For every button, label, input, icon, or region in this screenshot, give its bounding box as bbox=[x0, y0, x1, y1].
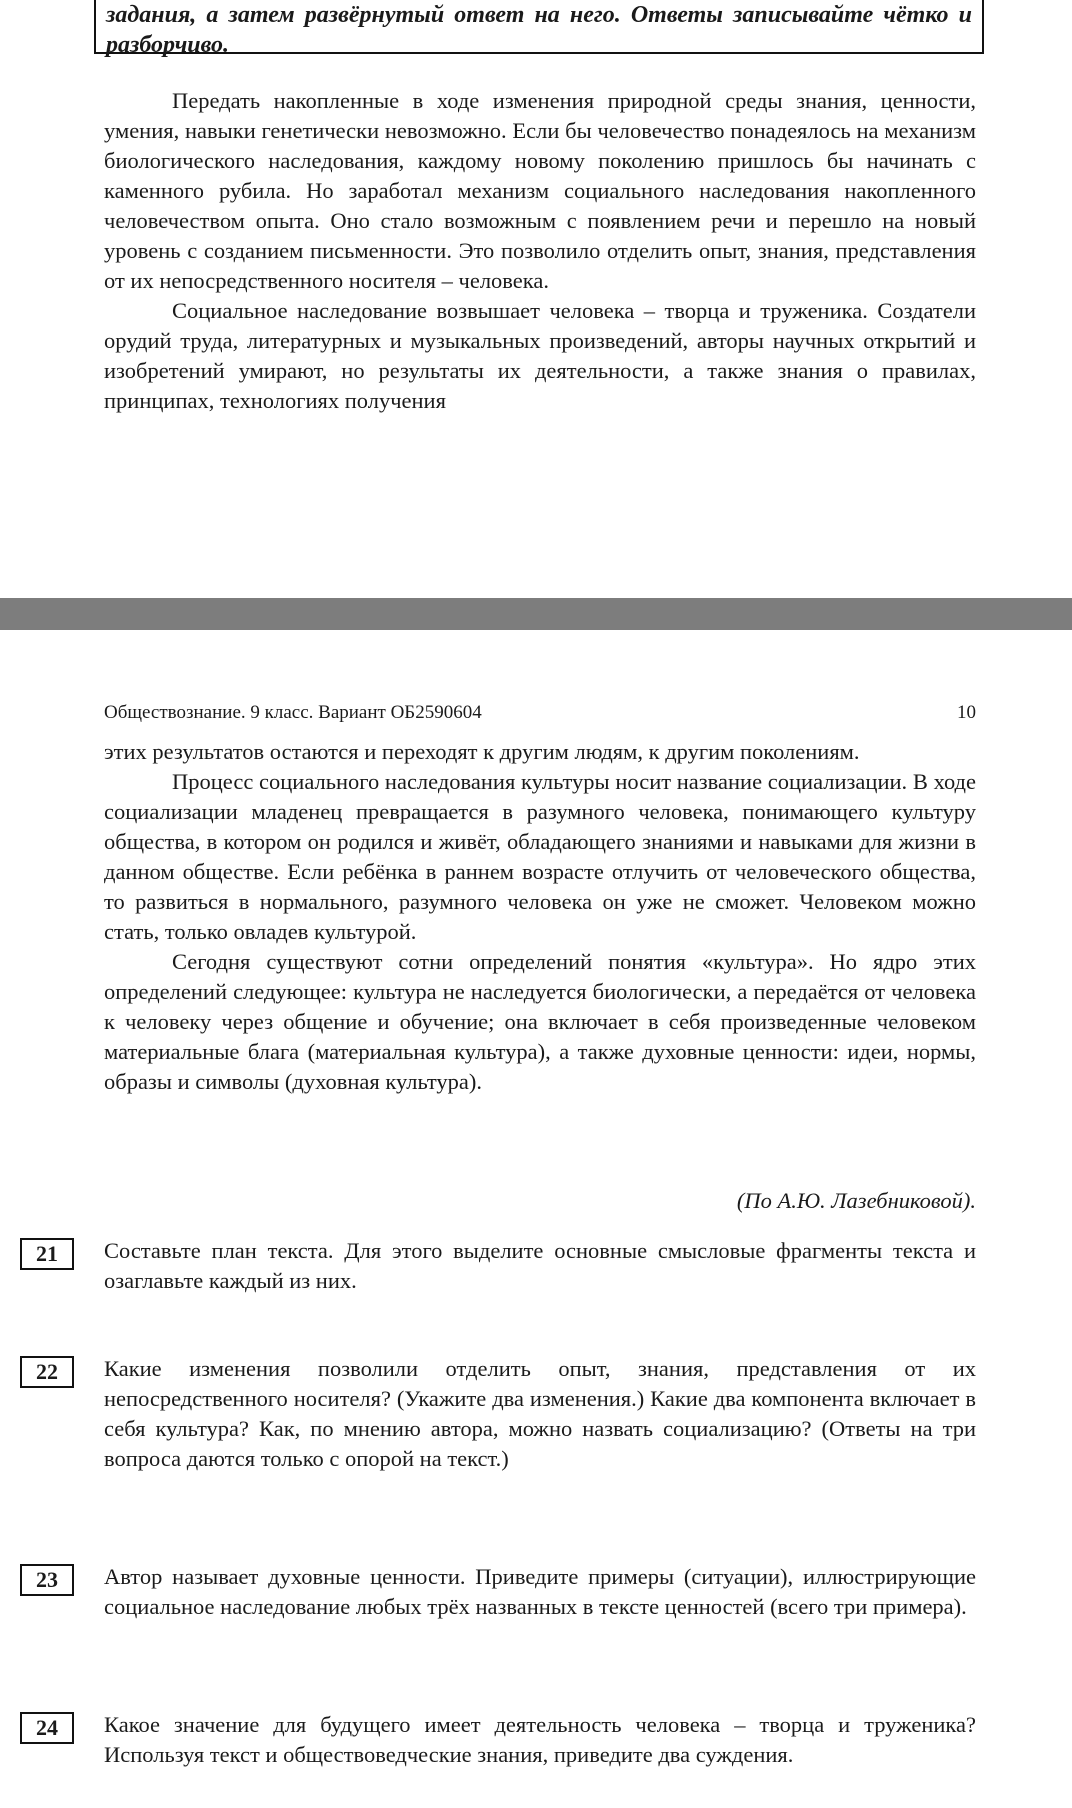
instruction-box bbox=[94, 0, 984, 58]
bottom-page-text bbox=[104, 737, 976, 1097]
task-text: Какие изменения позволили отделить опыт, знания, представления от их непосредственного носителя? (Укажите два изменения.) Какие два компонента включает в себя культура? Как, по мнению автора, можно назвать социализацию? (Ответы на три вопроса даются только с опорой на текст.) bbox=[104, 1356, 976, 1471]
paragraph: этих результатов остаются и переходят к другим людям, к другим поколениям. bbox=[104, 739, 860, 764]
header-subject: Обществознание. 9 класс. Вариант ОБ2590604 bbox=[104, 702, 482, 723]
task-number-box: 21 bbox=[20, 1238, 74, 1270]
task-text: Автор называет духовные ценности. Приведите примеры (ситуации), иллюстрирующие социальное наследование любых трёх названных в тексте ценностей (всего три примера). bbox=[104, 1564, 976, 1619]
paragraph: Социальное наследование возвышает человека – творца и труженика. Создатели орудий труда, литературных и музыкальных произведений, авторы научных открытий и изобретений умирают, но результаты их деятельности, а также знания о правилах, принципах, технологиях получения bbox=[104, 298, 976, 413]
task-text: Какое значение для будущего имеет деятельность человека – творца и труженика? Используя текст и обществоведческие знания, приведите два суждения. bbox=[104, 1712, 976, 1767]
paragraph: Процесс социального наследования культуры носит название социализации. В ходе социализации младенец превращается в разумного человека, понимающего культуру общества, в котором он родился и живёт, обладающего знаниями и навыками для жизни в данном обществе. Если ребёнка в раннем возрасте отлучить от человеческого общества, то развиться в нормального, разумного человека он уже не сможет. Человеком можно стать, только овладев культурой. bbox=[104, 769, 976, 944]
page-number: 10 bbox=[957, 702, 976, 723]
instruction-text: задания, а затем развёрнутый ответ на него. Ответы записывайте чётко и разборчиво. bbox=[106, 2, 972, 58]
top-page bbox=[0, 0, 1072, 598]
page-divider bbox=[0, 598, 1072, 630]
task-text: Составьте план текста. Для этого выделите основные смысловые фрагменты текста и озаглавьте каждый из них. bbox=[104, 1238, 976, 1293]
task-number-box: 22 bbox=[20, 1356, 74, 1388]
paragraph: Сегодня существуют сотни определений понятия «культура». Но ядро этих определений следующее: культура не наследуется биологически, а передаётся от человека к человеку через общение и обучение; она включает в себя произведенные человеком материальные блага (материальная культура), а также духовные ценности: идеи, нормы, образы и символы (духовная культура). bbox=[104, 949, 976, 1094]
paragraph: Передать накопленные в ходе изменения природной среды знания, ценности, умения, навыки генетически невозможно. Если бы человечество понадеялось на механизм биологического наследования, каждому новому поколению пришлось бы начинать с каменного рубила. Но заработал механизм социального наследования накопленного человечеством опыта. Оно стало возможным с появлением речи и перешло на новый уровень с созданием письменности. Это позволило отделить опыт, знания, представления от их непосредственного носителя – человека. bbox=[104, 88, 976, 293]
author-attribution: (По А.Ю. Лазебниковой). bbox=[736, 1188, 976, 1213]
page-header bbox=[104, 701, 976, 725]
task-number-box: 24 bbox=[20, 1712, 74, 1744]
task-number-box: 23 bbox=[20, 1564, 74, 1596]
top-page-text bbox=[104, 86, 976, 416]
